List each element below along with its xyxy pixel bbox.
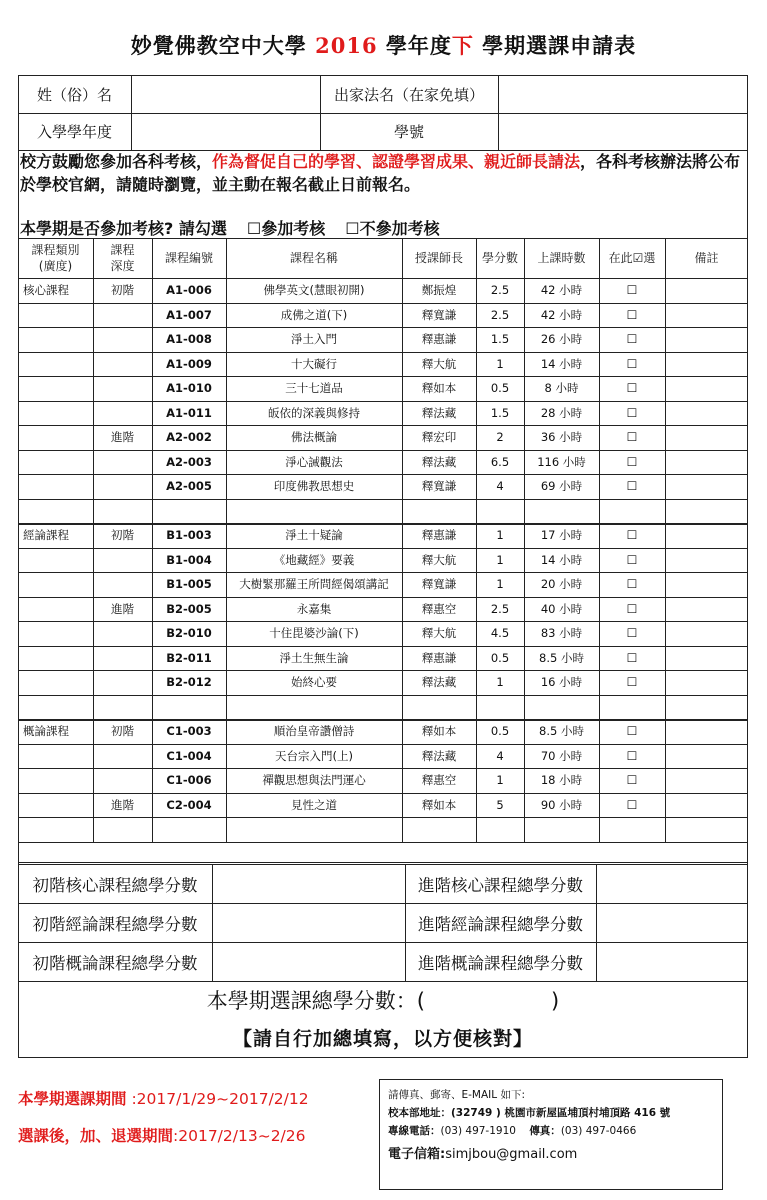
row-teacher: 釋大航 <box>421 626 457 641</box>
contact-address: 校本部地址：(32749 ) 桃園市新屋區埔頂村埔頂路 416 號 <box>388 1107 671 1119</box>
row-teacher: 釋如本 <box>421 797 457 812</box>
dharma-name-label: 出家法名（在家免填） <box>333 85 484 104</box>
summary-field[interactable] <box>212 942 405 981</box>
row-credit: 0.5 <box>490 381 510 396</box>
exam-notice <box>20 150 750 196</box>
row-code: B1-005 <box>166 577 212 592</box>
row-hours: 17 小時 <box>540 528 583 543</box>
select-checkbox[interactable]: ☐ <box>626 283 638 298</box>
selection-period <box>18 1087 309 1109</box>
row-level <box>93 327 152 352</box>
row-teacher: 釋法藏 <box>421 748 457 763</box>
header-teacher: 授課師長 <box>414 251 463 265</box>
enroll-year-field[interactable] <box>131 113 320 150</box>
summary-label-basic: 初階經論課程總學分數 <box>32 914 198 934</box>
row-name: 《地藏經》要義 <box>273 552 355 567</box>
row-code: B2-010 <box>166 626 212 641</box>
add-drop-period <box>18 1124 306 1146</box>
row-note[interactable] <box>665 817 748 842</box>
row-hours: 36 小時 <box>540 430 583 445</box>
title-year: 2016 <box>315 33 378 58</box>
row-category <box>18 474 93 499</box>
row-credit: 1 <box>496 528 504 543</box>
selection-period-label: 本學期選課期間 <box>18 1090 127 1108</box>
row-level: 進階 <box>111 430 134 444</box>
name-label: 姓（俗）名 <box>36 85 112 104</box>
student-id-label: 學號 <box>393 123 424 141</box>
row-code: C2-004 <box>166 797 212 812</box>
header-category: 課程類別 (廣度) <box>31 243 80 273</box>
contact-intro: 請傳真、郵寄、E-MAIL 如下: <box>388 1089 525 1101</box>
row-hours: 40 小時 <box>540 601 583 616</box>
row-level: 初階 <box>111 724 134 738</box>
row-category <box>18 597 93 622</box>
enroll-year-label: 入學學年度 <box>36 123 112 141</box>
row-credit: 2.5 <box>490 283 510 298</box>
row-level <box>93 548 152 573</box>
row-name <box>226 695 402 720</box>
row-teacher: 釋如本 <box>421 381 457 396</box>
select-checkbox[interactable]: ☐ <box>626 332 638 347</box>
row-name: 淨心誡觀法 <box>285 454 343 469</box>
row-level <box>93 768 152 793</box>
select-checkbox[interactable]: ☐ <box>626 626 638 641</box>
row-name <box>226 817 402 842</box>
row-note[interactable] <box>665 450 748 475</box>
row-code <box>152 817 226 842</box>
total-credits-line: 本學期選課總學分數：( ) <box>206 989 560 1013</box>
row-level: 初階 <box>111 528 134 542</box>
row-teacher <box>402 817 476 842</box>
row-credit: 2.5 <box>490 307 510 322</box>
row-name: 見性之道 <box>291 797 337 812</box>
header-hours: 上課時數 <box>537 251 586 265</box>
row-teacher: 釋寬謙 <box>421 577 457 592</box>
row-note[interactable] <box>665 719 748 744</box>
header-level: 課程 深度 <box>110 243 135 273</box>
row-category: 核心課程 <box>23 283 69 297</box>
row-credit: 1 <box>496 773 504 788</box>
row-credit <box>476 695 524 720</box>
fax-number: (03) 497-0466 <box>560 1125 637 1137</box>
row-level: 初階 <box>111 283 134 297</box>
summary-label-advanced: 進階經論課程總學分數 <box>418 914 583 934</box>
total-credits-note: 【請自行加總填寫，以方便核對】 <box>232 1028 533 1050</box>
row-name: 成佛之道(下) <box>280 307 348 322</box>
row-teacher: 釋惠空 <box>421 773 457 788</box>
row-credit: 4.5 <box>490 626 510 641</box>
select-checkbox[interactable]: ☐ <box>626 797 638 812</box>
row-category <box>18 352 93 377</box>
phone-number: (03) 497-1910 <box>440 1125 516 1137</box>
row-name: 淨土入門 <box>291 332 337 347</box>
row-note[interactable] <box>665 744 748 769</box>
row-teacher: 鄭振煌 <box>421 283 457 298</box>
row-category <box>18 695 93 720</box>
add-drop-value: :2017/2/13~2/26 <box>173 1127 306 1145</box>
row-code: A2-003 <box>166 454 212 469</box>
row-hours: 14 小時 <box>540 552 583 567</box>
notice-part1: 校方鼓勵您參加各科考核， <box>20 152 213 171</box>
row-hours: 28 小時 <box>540 405 583 420</box>
row-level <box>93 450 152 475</box>
row-category <box>18 621 93 646</box>
row-level <box>93 401 152 426</box>
row-code: B2-012 <box>166 675 212 690</box>
row-note[interactable] <box>665 474 748 499</box>
summary-label-advanced: 進階核心課程總學分數 <box>418 875 583 895</box>
row-note[interactable] <box>665 376 748 401</box>
row-note[interactable] <box>665 695 748 720</box>
row-teacher: 釋寬謙 <box>421 307 457 322</box>
summary-field[interactable] <box>596 942 748 981</box>
title-term: 下 <box>451 33 474 58</box>
summary-field[interactable] <box>596 864 748 903</box>
title-post: 學期選課申請表 <box>473 33 637 58</box>
select-checkbox[interactable]: ☐ <box>626 601 638 616</box>
row-code: A1-007 <box>166 307 212 322</box>
row-note[interactable] <box>665 621 748 646</box>
row-code: B1-003 <box>166 528 212 543</box>
row-hours: 42 小時 <box>540 283 583 298</box>
header-credit: 學分數 <box>481 251 518 265</box>
row-credit: 1.5 <box>490 332 510 347</box>
title-mid: 學年度 <box>377 33 452 58</box>
row-hours: 116 小時 <box>537 454 586 469</box>
select-checkbox[interactable]: ☐ <box>626 528 638 543</box>
option-participate[interactable]: ☐參加考核 <box>246 219 326 238</box>
row-credit: 2 <box>496 430 504 445</box>
fax-label: 傳真： <box>529 1125 561 1137</box>
select-checkbox[interactable]: ☐ <box>626 356 638 371</box>
row-note[interactable] <box>665 425 748 450</box>
row-credit: 1.5 <box>490 405 510 420</box>
add-drop-label: 選課後，加、退選期間 <box>18 1127 174 1145</box>
row-credit: 1 <box>496 675 504 690</box>
row-category <box>18 401 93 426</box>
row-credit: 0.5 <box>490 724 510 739</box>
row-name: 十大礙行 <box>291 356 337 371</box>
row-level <box>93 817 152 842</box>
row-level <box>93 376 152 401</box>
contact-phones <box>388 1122 714 1140</box>
row-code <box>152 499 226 524</box>
row-code: A2-005 <box>166 479 212 494</box>
row-level <box>93 499 152 524</box>
row-hours: 8.5 小時 <box>539 650 584 665</box>
row-note[interactable] <box>665 768 748 793</box>
row-category <box>18 425 93 450</box>
option-not-participate[interactable]: ☐不參加考核 <box>345 219 440 238</box>
select-checkbox[interactable]: ☐ <box>626 405 638 420</box>
row-note[interactable] <box>665 352 748 377</box>
row-hours: 20 小時 <box>540 577 583 592</box>
row-level <box>93 621 152 646</box>
row-code: B1-004 <box>166 552 212 567</box>
row-category <box>18 744 93 769</box>
row-level <box>93 744 152 769</box>
row-level: 進階 <box>111 601 134 616</box>
row-category <box>18 327 93 352</box>
header-select: 在此☑選 <box>608 251 656 265</box>
dharma-name-field[interactable] <box>498 75 748 113</box>
row-note[interactable] <box>665 278 748 303</box>
row-name: 印度佛教思想史 <box>273 479 355 494</box>
row-hours: 8 小時 <box>544 381 579 396</box>
notice-highlight: 作為督促自己的學習、認證學習成果、親近師長請法 <box>212 152 581 171</box>
row-hours: 83 小時 <box>540 626 583 641</box>
row-code: A1-010 <box>166 381 212 396</box>
row-name: 始終心要 <box>291 675 337 690</box>
row-name: 淨土生無生論 <box>279 650 349 665</box>
summary-label-advanced: 進階概論課程總學分數 <box>418 953 583 973</box>
row-teacher: 釋法藏 <box>421 405 457 420</box>
row-code: C1-004 <box>166 748 212 763</box>
notice-part3: ，各科考核辦法將公布於學校官網，請隨時瀏覽，並主動在報名截止日前報名。 <box>20 152 741 194</box>
select-checkbox[interactable]: ☐ <box>626 748 638 763</box>
row-code: C1-006 <box>166 773 212 788</box>
row-category <box>18 793 93 818</box>
select-checkbox[interactable]: ☐ <box>626 577 638 592</box>
select-checkbox[interactable]: ☐ <box>626 724 638 739</box>
row-credit: 0.5 <box>490 650 510 665</box>
row-credit: 1 <box>496 356 504 371</box>
row-category: 經論課程 <box>23 528 69 542</box>
row-note[interactable] <box>665 303 748 328</box>
select-checkbox[interactable]: ☐ <box>626 552 638 567</box>
row-level <box>93 474 152 499</box>
phone-label: 專線電話： <box>388 1125 441 1137</box>
row-name: 佛學英文(慧眼初開) <box>263 283 365 298</box>
row-teacher: 釋法藏 <box>421 454 457 469</box>
select-checkbox[interactable]: ☐ <box>626 675 638 690</box>
row-category <box>18 548 93 573</box>
select-checkbox[interactable]: ☐ <box>626 454 638 469</box>
row-code: B2-005 <box>166 601 212 616</box>
row-credit: 4 <box>496 748 504 763</box>
row-name: 佛法概論 <box>291 430 337 445</box>
row-category <box>18 376 93 401</box>
row-category <box>18 450 93 475</box>
question-text: 本學期是否參加考核? 請勾選 <box>20 219 227 238</box>
row-note[interactable] <box>665 670 748 695</box>
row-category <box>18 817 93 842</box>
row-credit: 6.5 <box>490 454 510 469</box>
row-category <box>18 646 93 671</box>
row-code: A2-002 <box>166 430 212 445</box>
row-teacher: 釋寬謙 <box>421 479 457 494</box>
row-code: B2-011 <box>166 650 212 665</box>
row-note[interactable] <box>665 572 748 597</box>
name-field[interactable] <box>131 75 320 113</box>
row-credit <box>476 817 524 842</box>
summary-field[interactable] <box>212 903 405 942</box>
row-name: 大樹緊那羅王所問經偈頌講記 <box>239 577 389 592</box>
row-note[interactable] <box>665 499 748 524</box>
row-hours <box>524 499 599 524</box>
row-hours <box>524 695 599 720</box>
row-credit <box>476 499 524 524</box>
row-hours: 14 小時 <box>540 356 583 371</box>
row-teacher: 釋惠謙 <box>421 332 457 347</box>
row-name: 皈依的深義與修持 <box>268 405 360 420</box>
row-credit: 2.5 <box>490 601 510 616</box>
select-checkbox[interactable] <box>599 817 665 842</box>
row-hours: 42 小時 <box>540 307 583 322</box>
select-checkbox[interactable] <box>599 695 665 720</box>
row-name: 禪觀思想與法門運心 <box>262 773 366 788</box>
row-name: 永嘉集 <box>296 601 332 616</box>
row-hours: 18 小時 <box>540 773 583 788</box>
row-code <box>152 695 226 720</box>
email-label: 電子信箱: <box>388 1147 446 1162</box>
title-pre: 妙覺佛教空中大學 <box>130 33 316 58</box>
row-level <box>93 352 152 377</box>
row-code: A1-011 <box>166 405 212 420</box>
row-credit: 1 <box>496 552 504 567</box>
row-name: 三十七道品 <box>285 381 343 396</box>
row-category <box>18 303 93 328</box>
select-checkbox[interactable]: ☐ <box>626 650 638 665</box>
header-code: 課程編號 <box>164 251 213 265</box>
row-name <box>226 499 402 524</box>
contact-box <box>379 1079 723 1190</box>
row-note[interactable] <box>665 793 748 818</box>
row-code: C1-003 <box>166 724 212 739</box>
grid-line <box>18 862 748 863</box>
row-name: 順治皇帝讚僧詩 <box>273 724 355 739</box>
row-hours: 70 小時 <box>540 748 583 763</box>
row-teacher: 釋如本 <box>421 724 457 739</box>
select-checkbox[interactable]: ☐ <box>626 381 638 396</box>
header-name: 課程名稱 <box>289 251 338 265</box>
row-teacher: 釋惠謙 <box>421 650 457 665</box>
row-teacher: 釋大航 <box>421 356 457 371</box>
email-address: simjbou@gmail.com <box>445 1147 578 1162</box>
form-title <box>0 30 767 60</box>
row-level <box>93 646 152 671</box>
row-teacher: 釋法藏 <box>421 675 457 690</box>
summary-field[interactable] <box>596 903 748 942</box>
row-hours <box>524 817 599 842</box>
row-hours: 8.5 小時 <box>539 724 584 739</box>
row-level <box>93 670 152 695</box>
row-name: 淨土十疑論 <box>285 528 343 543</box>
summary-label-basic: 初階核心課程總學分數 <box>32 875 198 895</box>
row-category <box>18 768 93 793</box>
row-category <box>18 670 93 695</box>
row-level <box>93 572 152 597</box>
row-teacher: 釋惠謙 <box>421 528 457 543</box>
row-note[interactable] <box>665 646 748 671</box>
row-teacher <box>402 499 476 524</box>
row-level <box>93 303 152 328</box>
select-checkbox[interactable]: ☐ <box>626 479 638 494</box>
row-teacher: 釋大航 <box>421 552 457 567</box>
row-credit: 4 <box>496 479 504 494</box>
header-note: 備註 <box>694 251 719 265</box>
row-category: 概論課程 <box>23 724 69 738</box>
row-hours: 90 小時 <box>540 797 583 812</box>
row-hours: 26 小時 <box>540 332 583 347</box>
row-note[interactable] <box>665 548 748 573</box>
row-level: 進階 <box>111 797 134 812</box>
row-credit: 5 <box>496 797 504 812</box>
select-checkbox[interactable]: ☐ <box>626 307 638 322</box>
row-category <box>18 572 93 597</box>
student-id-field[interactable] <box>498 113 748 150</box>
row-note[interactable] <box>665 523 748 548</box>
grid-line <box>18 981 748 982</box>
row-note[interactable] <box>665 597 748 622</box>
select-checkbox[interactable] <box>599 499 665 524</box>
row-teacher <box>402 695 476 720</box>
row-code: A1-006 <box>166 283 212 298</box>
row-name: 十住毘婆沙論(下) <box>269 626 359 641</box>
grid-line <box>18 842 748 843</box>
row-code: A1-009 <box>166 356 212 371</box>
summary-label-basic: 初階概論課程總學分數 <box>32 953 198 973</box>
row-hours: 16 小時 <box>540 675 583 690</box>
row-level <box>93 695 152 720</box>
row-category <box>18 499 93 524</box>
row-code: A1-008 <box>166 332 212 347</box>
row-note[interactable] <box>665 327 748 352</box>
row-note[interactable] <box>665 401 748 426</box>
row-credit: 1 <box>496 577 504 592</box>
exam-question <box>20 216 460 239</box>
selection-period-value: :2017/1/29~2017/2/12 <box>126 1090 309 1108</box>
summary-field[interactable] <box>212 864 405 903</box>
row-hours: 69 小時 <box>540 479 583 494</box>
contact-email <box>388 1146 714 1164</box>
select-checkbox[interactable]: ☐ <box>626 430 638 445</box>
row-teacher: 釋惠空 <box>421 601 457 616</box>
row-teacher: 釋宏印 <box>421 430 457 445</box>
row-name: 天台宗入門(上) <box>275 748 353 763</box>
select-checkbox[interactable]: ☐ <box>626 773 638 788</box>
